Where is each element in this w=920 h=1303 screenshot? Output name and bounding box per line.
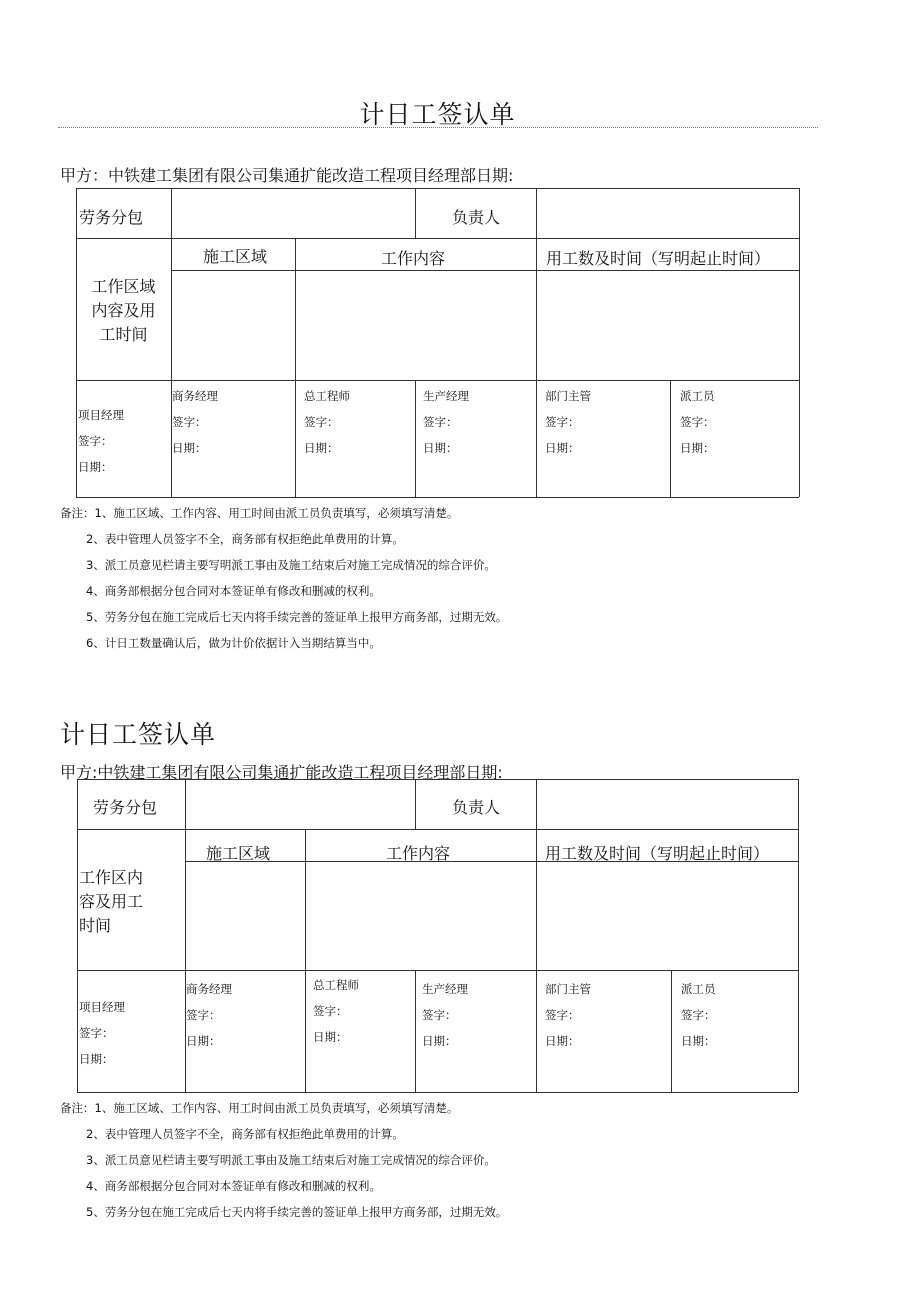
note-3: 3、派工员意见栏请主要写明派工事由及施工结束后对施工完成情况的综合评价。 xyxy=(86,1153,496,1167)
person-in-charge-label: 负责人 xyxy=(452,798,501,817)
note-3: 3、派工员意见栏请主要写明派工事由及施工结束后对施工完成情况的综合评价。 xyxy=(86,558,496,572)
party-line: 甲方:中铁建工集团有限公司集通扩能改造工程项目经理部日期: xyxy=(60,763,503,782)
work-area-label: 工作区域 内容及用 工时间 xyxy=(91,277,156,344)
col-content-header: 工作内容 xyxy=(381,249,446,268)
title-divider xyxy=(58,127,818,128)
sign-production-manager: 生产经理 签字： 日期： xyxy=(422,982,468,1048)
sign-business-manager: 商务经理 签字： 日期： xyxy=(172,389,218,455)
sign-business-manager: 商务经理 签字： 日期： xyxy=(186,982,232,1048)
sign-department-head: 部门主管 签字： 日期： xyxy=(545,389,591,455)
col-time-header: 用工数及时间（写明起止时间） xyxy=(545,844,770,863)
note-4: 4、商务部根据分包合同对本签证单有修改和删减的权利。 xyxy=(86,584,381,598)
note-1: 备注：1、施工区域、工作内容、用工时间由派工员负责填写，必须填写清楚。 xyxy=(60,1101,459,1115)
note-2: 2、表中管理人员签字不全，商务部有权拒绝此单费用的计算。 xyxy=(86,532,404,546)
sign-dispatcher: 派工员 签字： 日期： xyxy=(680,389,715,455)
labor-subcontract-label: 劳务分包 xyxy=(93,798,158,817)
note-1: 备注：1、施工区域、工作内容、用工时间由派工员负责填写，必须填写清楚。 xyxy=(60,506,459,520)
sign-project-manager: 项目经理 签字： 日期： xyxy=(79,1000,125,1066)
sign-dispatcher: 派工员 签字： 日期： xyxy=(681,982,716,1048)
sign-chief-engineer: 总工程师 签字： 日期： xyxy=(304,389,350,455)
form-title: 计日工签认单 xyxy=(359,100,516,129)
note-4: 4、商务部根据分包合同对本签证单有修改和删减的权利。 xyxy=(86,1179,381,1193)
note-5: 5、劳务分包在施工完成后七天内将手续完善的签证单上报甲方商务部，过期无效。 xyxy=(86,1205,508,1219)
col-area-header: 施工区域 xyxy=(206,844,271,863)
col-content-header: 工作内容 xyxy=(386,844,451,863)
work-area-label: 工作区内 容及用工 时间 xyxy=(79,868,144,935)
col-time-header: 用工数及时间（写明起止时间） xyxy=(546,249,771,268)
note-5: 5、劳务分包在施工完成后七天内将手续完善的签证单上报甲方商务部，过期无效。 xyxy=(86,610,508,624)
note-6: 6、计日工数量确认后，做为计价依据计入当期结算当中。 xyxy=(86,636,381,650)
labor-subcontract-label: 劳务分包 xyxy=(79,208,144,227)
person-in-charge-label: 负责人 xyxy=(452,208,501,227)
sign-chief-engineer: 总工程师 签字： 日期： xyxy=(313,978,359,1044)
sign-production-manager: 生产经理 签字： 日期： xyxy=(423,389,469,455)
note-2: 2、表中管理人员签字不全，商务部有权拒绝此单费用的计算。 xyxy=(86,1127,404,1141)
sign-department-head: 部门主管 签字： 日期： xyxy=(545,982,591,1048)
party-line: 甲方：中铁建工集团有限公司集通扩能改造工程项目经理部日期: xyxy=(60,166,514,185)
col-area-header: 施工区域 xyxy=(203,247,268,266)
sign-project-manager: 项目经理 签字： 日期： xyxy=(78,408,124,474)
form-title: 计日工签认单 xyxy=(60,720,217,749)
